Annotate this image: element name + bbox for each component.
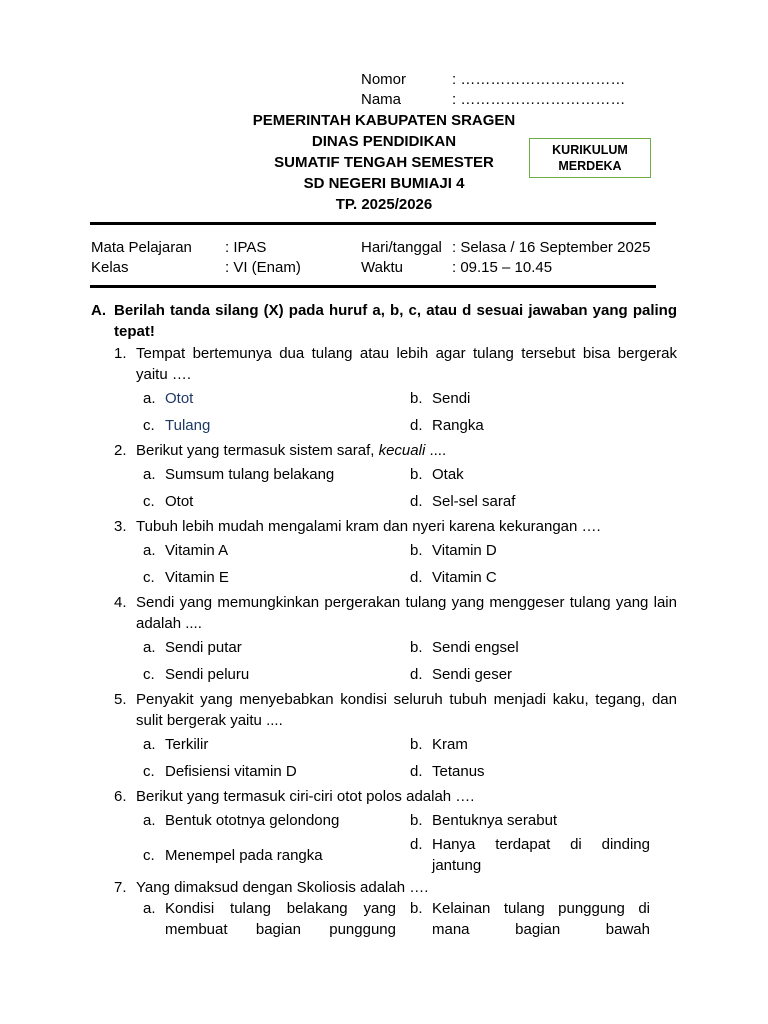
- question-3: [114, 515, 677, 537]
- class-label: Kelas: [91, 259, 129, 276]
- option-3c-text: Vitamin E: [165, 569, 229, 586]
- option-3b-text: Vitamin D: [432, 542, 497, 559]
- day-label: Hari/tanggal: [361, 239, 442, 256]
- option-6a-label: a.: [143, 812, 156, 829]
- option-1c-text: Tulang: [165, 417, 211, 434]
- option-3a-label: a.: [143, 542, 156, 559]
- option-1c-label: c.: [143, 417, 155, 434]
- question-5-number: 5.: [114, 691, 127, 708]
- option-2a-text: Sumsum tulang belakang: [165, 466, 335, 483]
- option-1c: [143, 415, 410, 436]
- option-1d: [410, 415, 650, 436]
- option-5c-label: c.: [143, 763, 155, 780]
- question-4-options-row-2: [143, 661, 677, 688]
- subject-label: Mata Pelajaran: [91, 239, 192, 256]
- option-5c-text: Defisiensi vitamin D: [165, 763, 297, 780]
- option-6d: [410, 834, 650, 876]
- option-4b-text: Sendi engsel: [432, 639, 519, 656]
- info-row-subject: [91, 238, 650, 258]
- option-3d: [410, 567, 650, 588]
- question-6-options-row-1: [143, 807, 677, 834]
- question-3-options-row-2: [143, 564, 677, 591]
- question-4: [114, 591, 677, 634]
- option-6c: [143, 845, 410, 866]
- question-2-number: 2.: [114, 442, 127, 459]
- option-1b-label: b.: [410, 390, 423, 407]
- option-6b: [410, 810, 650, 831]
- question-7: [114, 876, 677, 898]
- question-3-text: Tubuh lebih mudah mengalami kram dan nyeri karena kekurangan ….: [136, 518, 601, 535]
- section-a-instruction-text: Berilah tanda silang (X) pada huruf a, b, c, atau d sesuai jawaban yang paling tepat!: [114, 302, 677, 340]
- section-a-instruction: [91, 300, 677, 342]
- option-2a: [143, 464, 410, 485]
- option-6c-text: Menempel pada rangka: [165, 846, 323, 864]
- option-5d: [410, 761, 650, 782]
- question-6: [114, 785, 677, 807]
- option-3c-label: c.: [143, 569, 155, 586]
- title-school: SD NEGERI BUMIAJI 4: [303, 175, 465, 192]
- section-a-label: A.: [91, 302, 106, 319]
- question-2-text-main: Berikut yang termasuk sistem saraf,: [136, 442, 379, 459]
- question-4-text: Sendi yang memungkinkan pergerakan tulang yang menggeser tulang yang lain adalah ....: [136, 594, 677, 632]
- option-5b-label: b.: [410, 736, 423, 753]
- option-4b: [410, 637, 650, 658]
- question-7-number: 7.: [114, 879, 127, 896]
- question-1-options-row-2: [143, 412, 677, 439]
- header-divider: [90, 222, 656, 225]
- option-1a-label: a.: [143, 390, 156, 407]
- time-label: Waktu: [361, 259, 403, 276]
- question-4-options-row-1: [143, 634, 677, 661]
- option-5a: [143, 734, 410, 755]
- question-1-text: Tempat bertemunya dua tulang atau lebih agar tulang tersebut bisa bergerak yaitu ….: [136, 345, 677, 383]
- option-7a: [143, 898, 410, 940]
- option-1d-text: Rangka: [432, 417, 484, 434]
- question-2-text-end: ....: [425, 442, 447, 459]
- option-6b-label: b.: [410, 812, 423, 829]
- nomor-label: Nomor: [361, 71, 407, 88]
- question-2-options-row-2: [143, 488, 677, 515]
- option-6b-text: Bentuknya serabut: [432, 812, 558, 829]
- option-3a: [143, 540, 410, 561]
- question-7-text: Yang dimaksud dengan Skoliosis adalah ….: [136, 879, 429, 896]
- question-2-emphasis: kecuali: [378, 442, 426, 459]
- title-school-year: TP. 2025/2026: [335, 196, 433, 213]
- nomor-row: [361, 70, 625, 90]
- option-1d-label: d.: [410, 417, 423, 434]
- question-7-options-row-1: [143, 898, 677, 940]
- nama-blank: : ……………………………: [452, 91, 626, 108]
- nama-row: [361, 90, 625, 110]
- option-4d-text: Sendi geser: [432, 666, 513, 683]
- question-2-options-row-1: [143, 461, 677, 488]
- option-4a-label: a.: [143, 639, 156, 656]
- section-a: [91, 300, 677, 940]
- question-3-options-row-1: [143, 537, 677, 564]
- option-3b: [410, 540, 650, 561]
- subject-value: : IPAS: [225, 239, 267, 256]
- option-6a-text: Bentuk ototnya gelondong: [165, 812, 340, 829]
- option-6c-label: c.: [143, 846, 155, 864]
- question-5-options-row-1: [143, 731, 677, 758]
- option-2d: [410, 491, 650, 512]
- option-4b-label: b.: [410, 639, 423, 656]
- option-2a-label: a.: [143, 466, 156, 483]
- question-5-options-row-2: [143, 758, 677, 785]
- option-3b-label: b.: [410, 542, 423, 559]
- day-value: : Selasa / 16 September 2025: [452, 239, 651, 256]
- question-6-text: Berikut yang termasuk ciri-ciri otot polos adalah ….: [136, 788, 475, 805]
- option-5c: [143, 761, 410, 782]
- exam-title-block: [0, 110, 768, 215]
- option-1b-text: Sendi: [432, 390, 471, 407]
- question-4-number: 4.: [114, 594, 127, 611]
- option-2b-label: b.: [410, 466, 423, 483]
- option-6d-label: d.: [410, 836, 423, 853]
- option-3c: [143, 567, 410, 588]
- option-1a: [143, 388, 410, 409]
- info-row-class: [91, 258, 650, 278]
- option-4c-label: c.: [143, 666, 155, 683]
- option-4d: [410, 664, 650, 685]
- question-6-options-row-2: [143, 834, 677, 876]
- option-4a: [143, 637, 410, 658]
- curriculum-badge: [529, 138, 651, 178]
- option-4a-text: Sendi putar: [165, 639, 242, 656]
- question-5: [114, 688, 677, 731]
- exam-info-table: [91, 238, 650, 278]
- student-identity-fields: [361, 70, 625, 110]
- title-government: PEMERINTAH KABUPATEN SRAGEN: [252, 112, 516, 129]
- option-7b-label: b.: [410, 900, 423, 917]
- curriculum-badge-text: KURIKULUM MERDEKA: [552, 143, 628, 173]
- question-6-number: 6.: [114, 788, 127, 805]
- title-exam-name: SUMATIF TENGAH SEMESTER: [274, 154, 494, 171]
- option-4c-text: Sendi peluru: [165, 666, 250, 683]
- option-2c: [143, 491, 410, 512]
- option-4d-label: d.: [410, 666, 423, 683]
- option-6d-text: Hanya terdapat di dinding jantung: [432, 836, 650, 874]
- option-1a-text: Otot: [165, 390, 194, 407]
- nama-label: Nama: [361, 91, 402, 108]
- class-value: : VI (Enam): [225, 259, 301, 276]
- info-divider: [90, 285, 656, 288]
- option-4c: [143, 664, 410, 685]
- option-3d-text: Vitamin C: [432, 569, 497, 586]
- option-5a-label: a.: [143, 736, 156, 753]
- option-2b: [410, 464, 650, 485]
- option-5a-text: Terkilir: [165, 736, 209, 753]
- question-3-number: 3.: [114, 518, 127, 535]
- title-department: DINAS PENDIDIKAN: [311, 133, 457, 150]
- option-7a-text: Kondisi tulang belakang yang membuat bagian punggung: [165, 900, 396, 938]
- option-7b-text: Kelainan tulang punggung di mana bagian bawah: [432, 900, 650, 938]
- question-2: [114, 439, 677, 461]
- option-3d-label: d.: [410, 569, 423, 586]
- nomor-blank: : ……………………………: [452, 71, 626, 88]
- option-2c-label: c.: [143, 493, 155, 510]
- option-2d-label: d.: [410, 493, 423, 510]
- option-5d-text: Tetanus: [432, 763, 485, 780]
- question-1-options-row-1: [143, 385, 677, 412]
- option-2c-text: Otot: [165, 493, 194, 510]
- option-6a: [143, 810, 410, 831]
- question-5-text: Penyakit yang menyebabkan kondisi seluruh tubuh menjadi kaku, tegang, dan sulit bergerak yaitu ....: [136, 691, 677, 729]
- question-2-text: [136, 440, 677, 461]
- option-7a-label: a.: [143, 900, 156, 917]
- time-value: : 09.15 – 10.45: [452, 259, 553, 276]
- option-3a-text: Vitamin A: [165, 542, 229, 559]
- question-1-number: 1.: [114, 345, 127, 362]
- option-7b: [410, 898, 650, 940]
- question-1: [114, 342, 677, 385]
- option-5d-label: d.: [410, 763, 423, 780]
- option-1b: [410, 388, 650, 409]
- option-5b: [410, 734, 650, 755]
- option-2b-text: Otak: [432, 466, 464, 483]
- option-5b-text: Kram: [432, 736, 468, 753]
- option-2d-text: Sel-sel saraf: [432, 493, 516, 510]
